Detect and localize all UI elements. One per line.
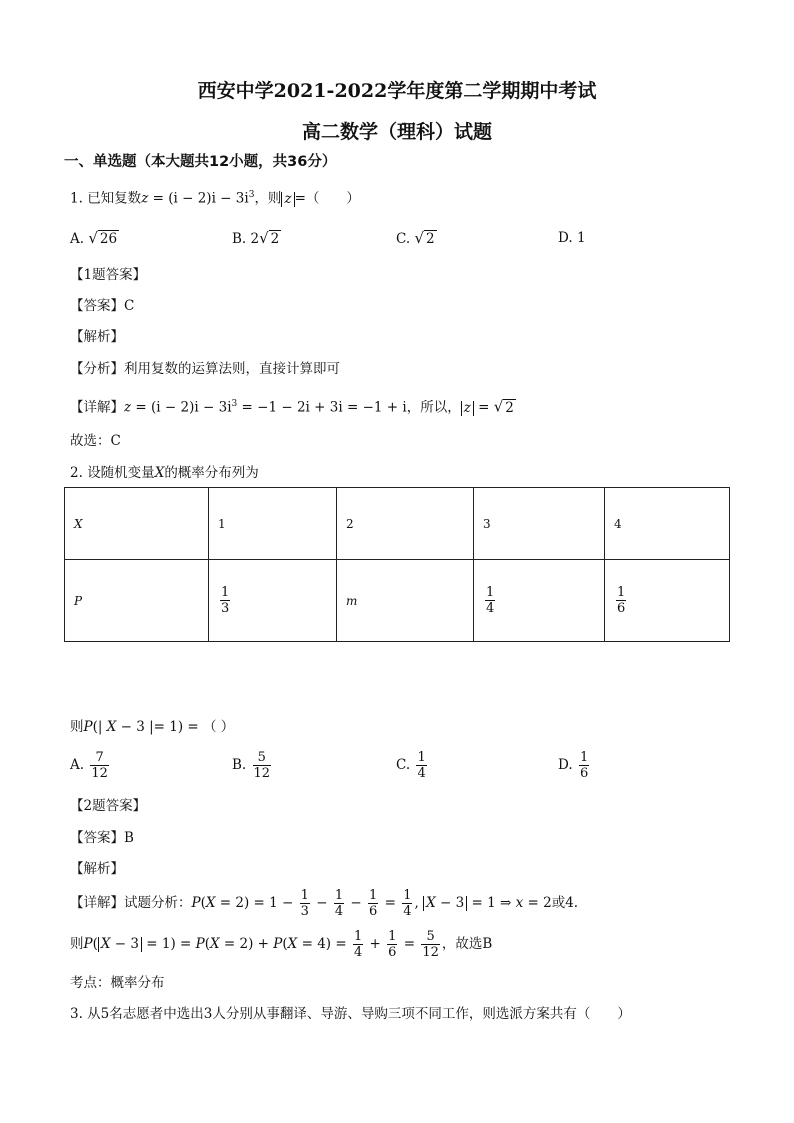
table-row [65, 560, 730, 642]
table-cell: X [65, 488, 209, 560]
q2-stem: 2. 设随机变量X的概率分布列为 [70, 465, 259, 481]
q2-detail: 【详解】试题分析：P(X = 2) = 1 − $\frac{1}{3}$ − $\frac{1}{4}$ − $\frac{1}{6}$ = $\frac{1}{4}$ , X − 3 = 1 ⇒ x = 2或4. [70, 888, 579, 919]
table-cell: 3 [474, 488, 605, 560]
q2-analysis-tag: 【解析】 [70, 861, 124, 877]
section-heading: 一、单选题（本大题共12小题，共36分） [64, 154, 337, 170]
q2-answer: 【答案】B [70, 830, 134, 846]
q1-option-d: D. 1 [558, 230, 586, 246]
q1-option-c: C. √ 2 [396, 229, 435, 247]
table-cell: 2 [337, 488, 474, 560]
exam-subtitle: 高二数学（理科）试题 [301, 121, 492, 143]
table-cell: $\frac{1}{6}$ [605, 560, 730, 642]
q1-answer: 【答案】C [70, 298, 135, 314]
exam-title: 西安中学2021-2022学年度第二学期期中考试 [197, 80, 597, 102]
q1-conclusion: 故选：C [70, 433, 121, 449]
q2-question: 则P(| X − 3 |= 1) = （ ） [70, 719, 235, 735]
q2-topic: 考点：概率分布 [70, 975, 165, 991]
q2-option-c: C. $\frac{1}{4}$ [396, 750, 426, 781]
q1-analysis: 【分析】利用复数的运算法则，直接计算即可 [70, 361, 340, 377]
q1-detail: 【详解】$z = (i - 2)i - 3i^3 = -1 - 2i + 3i = -1 + i$，所以， z = √ 2 [70, 397, 514, 416]
q2-option-d: D. $\frac{1}{6}$ [558, 750, 589, 781]
q2-option-b: B. $\frac{5}{12}$ [232, 750, 271, 781]
table-cell: P [65, 560, 209, 642]
table-cell: 4 [605, 488, 730, 560]
q1-stem: 1. 已知复数$z = (i - 2)i - 3i^3$，则 z =（ ） [70, 190, 360, 207]
table-cell: $\frac{1}{3}$ [209, 560, 337, 642]
table-row [65, 488, 730, 560]
q2-answer-tag: 【2题答案】 [70, 798, 147, 814]
q1-analysis-tag: 【解析】 [70, 329, 124, 345]
probability-table [64, 487, 730, 642]
q2-detail-line2: 则P( X − 3 = 1) = P(X = 2) + P(X = 4) = $\frac{1}{4}$ + $\frac{1}{6}$ = $\frac{5}{12}$ ，故选B [70, 929, 493, 960]
table-cell: m [337, 560, 474, 642]
q3-stem: 3. 从5名志愿者中选出3人分别从事翻译、导游、导购三项不同工作，则选派方案共有（ ） [70, 1006, 631, 1022]
q1-answer-tag: 【1题答案】 [70, 267, 147, 283]
q1-option-b: B. 2√ 2 [232, 229, 280, 247]
q2-option-a: A. $\frac{7}{12}$ [70, 750, 108, 781]
table-cell: 1 [209, 488, 337, 560]
q1-option-a: A. √ 26 [70, 229, 118, 247]
table-cell: $\frac{1}{4}$ [474, 560, 605, 642]
